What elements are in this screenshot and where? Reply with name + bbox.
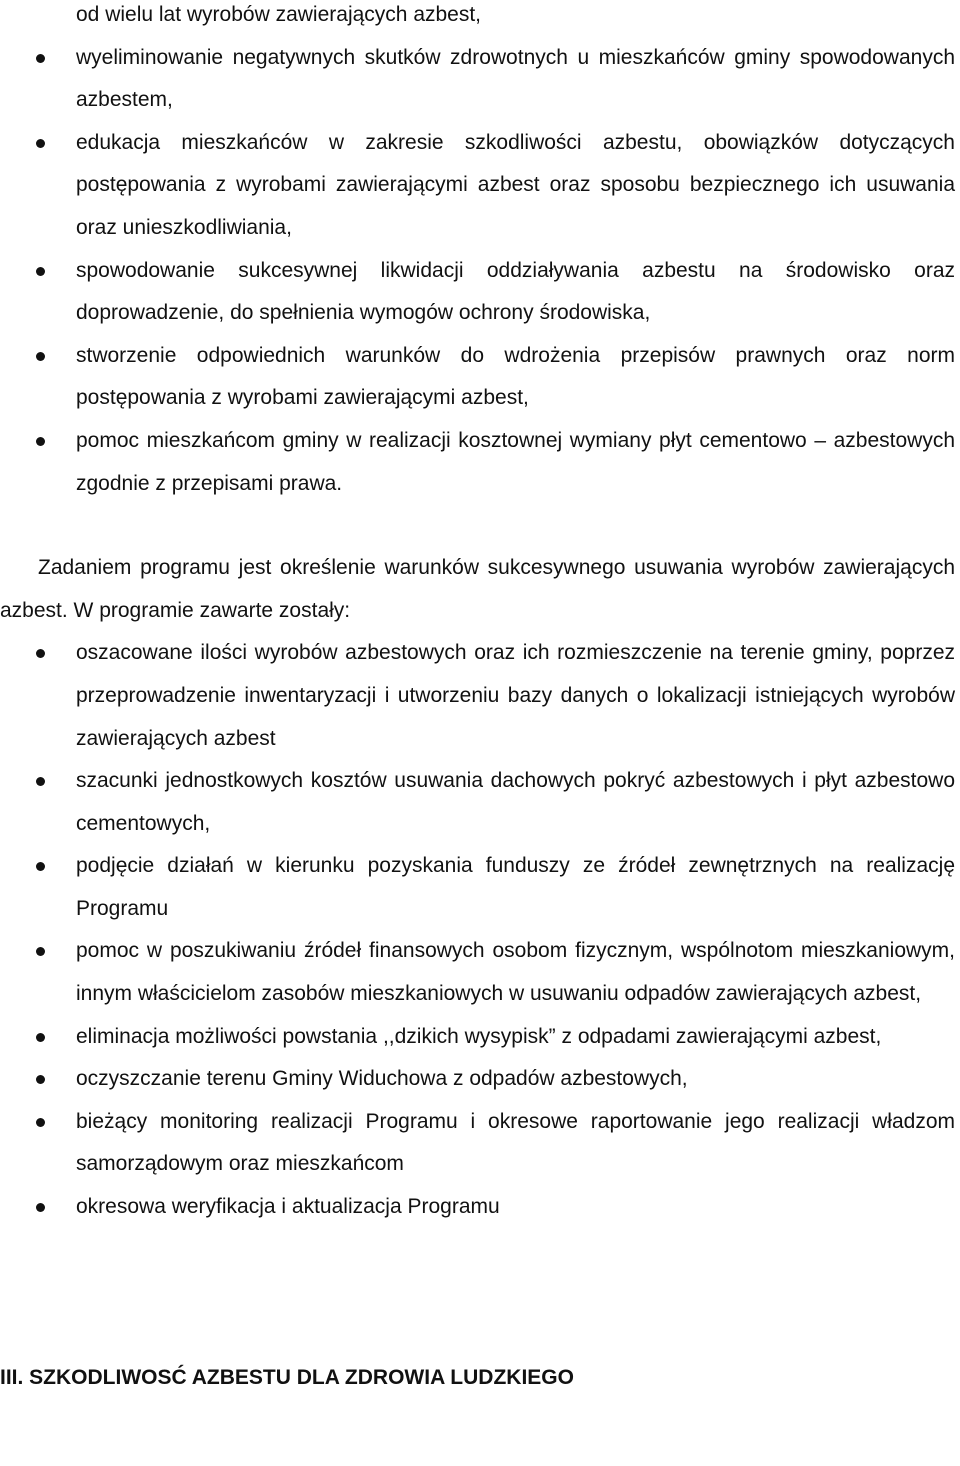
list-item-text: szacunki jednostkowych kosztów usuwania dachowych pokryć azbestowych i płyt azbestowo cementowych, — [76, 769, 955, 835]
list-item — [0, 250, 960, 335]
list-item — [0, 845, 960, 930]
list-item-text: stworzenie odpowiednich warunków do wdrożenia przepisów prawnych oraz norm postępowania z wyrobami zawierającymi azbest, — [76, 343, 955, 410]
list-item — [0, 1016, 960, 1059]
list-item-text: pomoc mieszkańcom gminy w realizacji kosztownej wymiany płyt cementowo – azbestowych zgodnie z przepisami prawa. — [76, 428, 955, 495]
list-item-text: wyeliminowanie negatywnych skutków zdrowotnych u mieszkańców gminy spowodowanych azbestem, — [76, 45, 955, 112]
bullet-icon — [36, 1203, 45, 1212]
section-heading: III. SZKODLIWOSĆ AZBESTU DLA ZDROWIA LUDZKIEGO — [0, 1365, 574, 1389]
list-item-text: spowodowanie sukcesywnej likwidacji oddziaływania azbestu na środowisko oraz doprowadzenie, do spełnienia wymogów ochrony środowiska, — [76, 258, 955, 325]
bullet-icon — [36, 437, 45, 446]
list-item-text: edukacja mieszkańców w zakresie szkodliwości azbestu, obowiązków dotyczących postępowania z wyrobami zawierającymi azbest oraz sposobu bezpiecznego ich usuwania oraz unieszkodliwiania, — [76, 130, 955, 239]
bullet-icon — [36, 267, 45, 276]
bullet-icon — [36, 947, 45, 956]
list-item-text: okresowa weryfikacja i aktualizacja Programu — [76, 1195, 500, 1219]
list-item — [0, 632, 960, 760]
list-item — [0, 760, 960, 845]
list-item — [0, 930, 960, 1015]
bullet-icon — [36, 352, 45, 361]
list-item — [0, 122, 960, 250]
program-paragraph: Zadaniem programu jest określenie warunków sukcesywnego usuwania wyrobów zawierających azbest. W programie zawarte zostały: — [0, 556, 955, 622]
bullet-icon — [36, 777, 45, 786]
bullet-icon — [36, 139, 45, 148]
list-item-continuation: od wielu lat wyrobów zawierających azbest, — [76, 3, 482, 26]
bullet-icon — [36, 1075, 45, 1084]
list-item — [0, 420, 960, 505]
list-item-text: eliminacja możliwości powstania ,,dzikich wysypisk” z odpadami zawierającymi azbest, — [76, 1024, 882, 1048]
list-item-text: bieżący monitoring realizacji Programu i okresowe raportowanie jego realizacji władzom samorządowym oraz mieszkańcom — [76, 1109, 955, 1176]
bullet-icon — [36, 1033, 45, 1042]
program-contents-list — [0, 632, 960, 1228]
list-item — [0, 1186, 960, 1229]
bullet-icon — [36, 1118, 45, 1127]
list-item-text: podjęcie działań w kierunku pozyskania funduszy ze źródeł zewnętrznych na realizację Programu — [76, 854, 955, 920]
bullet-icon — [36, 649, 45, 658]
list-item-text: oczyszczanie terenu Gminy Widuchowa z odpadów azbestowych, — [76, 1067, 688, 1091]
list-item — [0, 1101, 960, 1186]
objectives-list — [0, 37, 960, 506]
bullet-icon — [36, 54, 45, 63]
bullet-icon — [36, 862, 45, 871]
list-item — [0, 37, 960, 122]
list-item-text: oszacowane ilości wyrobów azbestowych oraz ich rozmieszczenie na terenie gminy, poprzez przeprowadzenie inwentaryzacji i utworzeniu bazy danych o lokalizacji istniejących wyrobów zawierających azbest — [76, 641, 955, 750]
list-item — [0, 1058, 960, 1101]
list-item-text: pomoc w poszukiwaniu źródeł finansowych osobom fizycznym, wspólnotom mieszkaniowym, innym właścicielom zasobów mieszkaniowych w usuwaniu odpadów zawierających azbest, — [76, 939, 955, 1006]
list-item — [0, 335, 960, 420]
